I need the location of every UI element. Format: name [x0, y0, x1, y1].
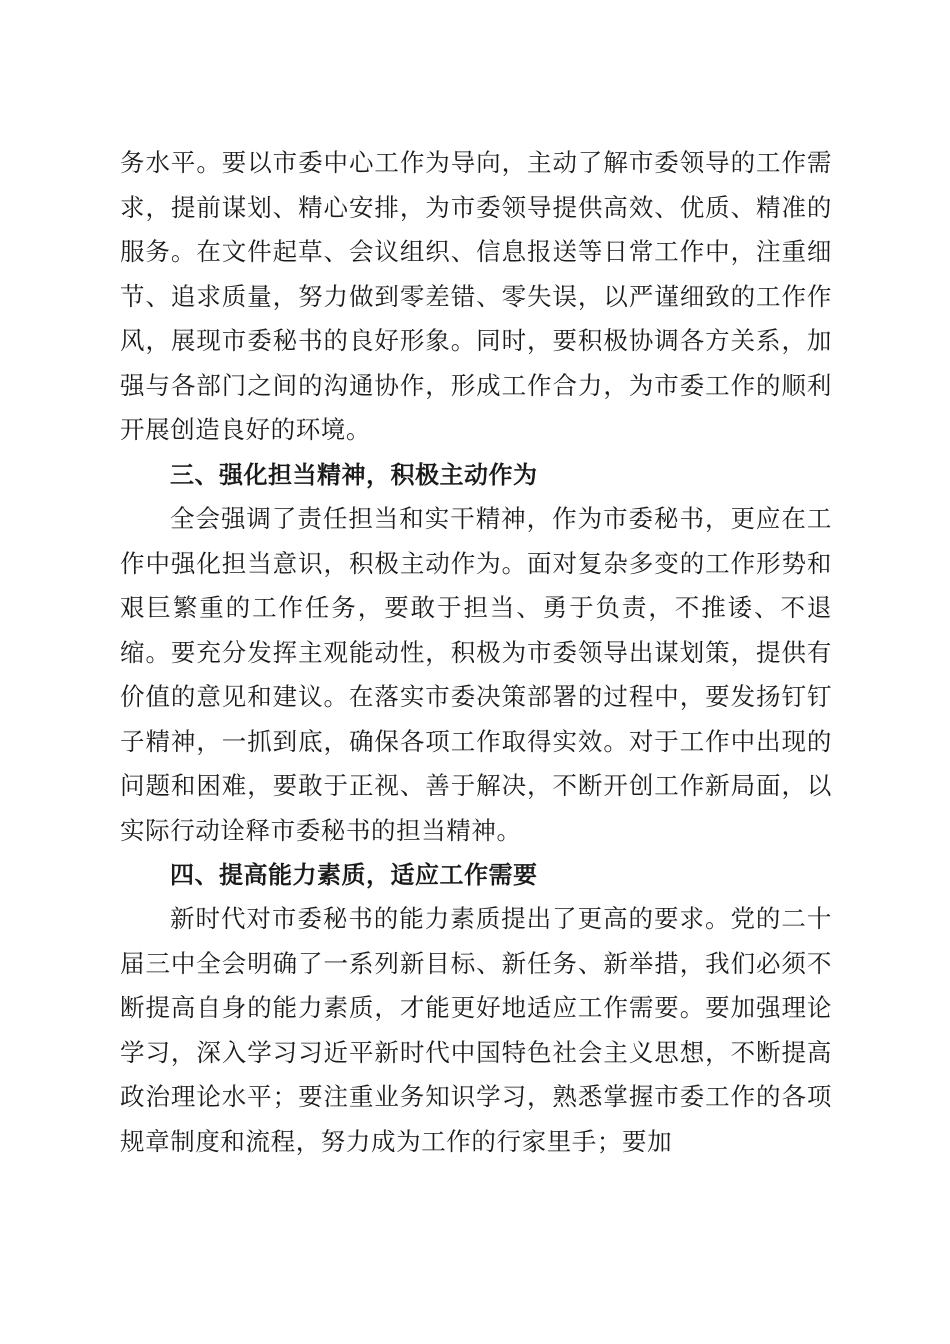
section-3-heading: 三、强化担当精神，积极主动作为 — [170, 461, 538, 489]
section-4-heading: 四、提高能力素质，适应工作需要 — [170, 861, 538, 889]
section-4-paragraph: 新时代对市委秘书的能力素质提出了更高的要求。党的二十届三中全会明确了一系列新目标、新任务、新举措，我们必须不断提高自身的能力素质，才能更好地适应工作需要。要加强理论学习，深入学习习近平新时代中国特色社会主义思想，不断提高政治理论水平；要注重业务知识学习，熟悉掌握市委工作的各项规章制度和流程，努力成为工作的行家里手；要加 — [120, 904, 832, 1156]
section-3-paragraph: 全会强调了责任担当和实干精神，作为市委秘书，更应在工作中强化担当意识，积极主动作为。面对复杂多变的工作形势和艰巨繁重的工作任务，要敢于担当、勇于负责，不推诿、不退缩。要充分发挥主观能动性，积极为市委领导出谋划策，提供有价值的意见和建议。在落实市委决策部署的过程中，要发扬钉钉子精神，一抓到底，确保各项工作取得实效。对于工作中出现的问题和困难，要敢于正视、善于解决，不断开创工作新局面，以实际行动诠释市委秘书的担当精神。 — [120, 504, 832, 845]
continuation-paragraph: 务水平。要以市委中心工作为导向，主动了解市委领导的工作需求，提前谋划、精心安排，为市委领导提供高效、优质、精准的服务。在文件起草、会议组织、信息报送等日常工作中，注重细节、追求质量，努力做到零差错、零失误，以严谨细致的工作作风，展现市委秘书的良好形象。同时，要积极协调各方关系，加强与各部门之间的沟通协作，形成工作合力，为市委工作的顺利开展创造良好的环境。 — [120, 148, 832, 444]
